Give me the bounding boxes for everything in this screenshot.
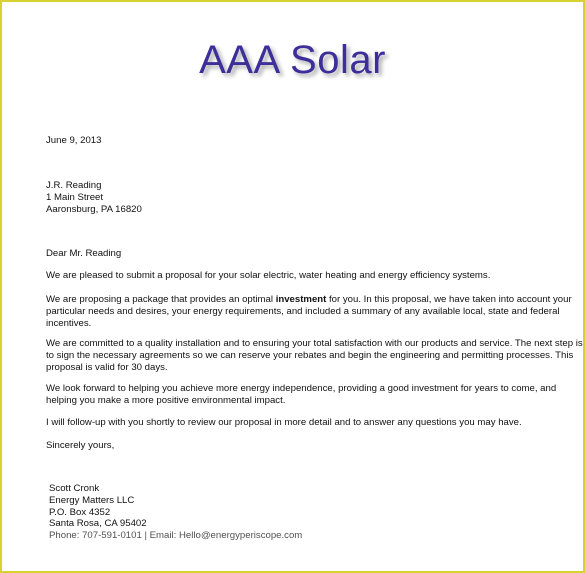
signature-city: Santa Rosa, CA 95402 [49, 518, 147, 530]
recipient-street: 1 Main Street [46, 191, 104, 203]
bold-investment: investment [275, 294, 327, 305]
text-segment: for you. In this proposal, we have taken into account your [326, 294, 572, 305]
paragraph-forward [46, 383, 557, 407]
paragraph-commitment-line1: We are committed to a quality installation and to ensuring your total satisfaction with our products and service. The next step is [46, 338, 583, 349]
signature-contact: Phone: 707-591-0101 | Email: Hello@energyperiscope.com [49, 530, 303, 542]
paragraph-commitment [46, 338, 583, 373]
signature-company: Energy Matters LLC [49, 494, 135, 506]
company-logo-text: AAA Solar [199, 38, 386, 82]
closing: Sincerely yours, [46, 440, 115, 451]
paragraph-intro: We are pleased to submit a proposal for your solar electric, water heating and energy efficiency systems. [46, 270, 491, 281]
recipient-city: Aaronsburg, PA 16820 [46, 203, 142, 215]
recipient-address [46, 180, 552, 215]
paragraph-forward-line1: We look forward to helping you achieve more energy independence, providing a good investment for years to come, and [46, 383, 557, 394]
signature-name: Scott Cronk [49, 483, 100, 494]
paragraph-commitment-line2: to sign the necessary agreements so we can reserve your rebates and begin the engineering and permitting processes. This [46, 349, 574, 361]
paragraph-proposal-line3: incentives. [46, 317, 92, 329]
salutation: Dear Mr. Reading [46, 248, 122, 259]
paragraph-forward-line2: helping you make a more positive environmental impact. [46, 394, 286, 406]
signature-po-box: P.O. Box 4352 [49, 506, 111, 518]
paragraph-proposal [46, 294, 572, 329]
letter-date: June 9, 2013 [46, 135, 102, 146]
signature-block [49, 483, 555, 542]
paragraph-proposal-line1 [46, 294, 572, 306]
paragraph-commitment-line3: proposal is valid for 30 days. [46, 361, 168, 373]
paragraph-followup: I will follow-up with you shortly to review our proposal in more detail and to answer any questions you may have. [46, 417, 522, 428]
paragraph-proposal-line2: particular needs and desires, your energy requirements, and included a summary of any available local, state and federal [46, 305, 560, 317]
recipient-name: J.R. Reading [46, 180, 102, 191]
text-segment: We are proposing a package that provides an optimal [46, 294, 276, 305]
